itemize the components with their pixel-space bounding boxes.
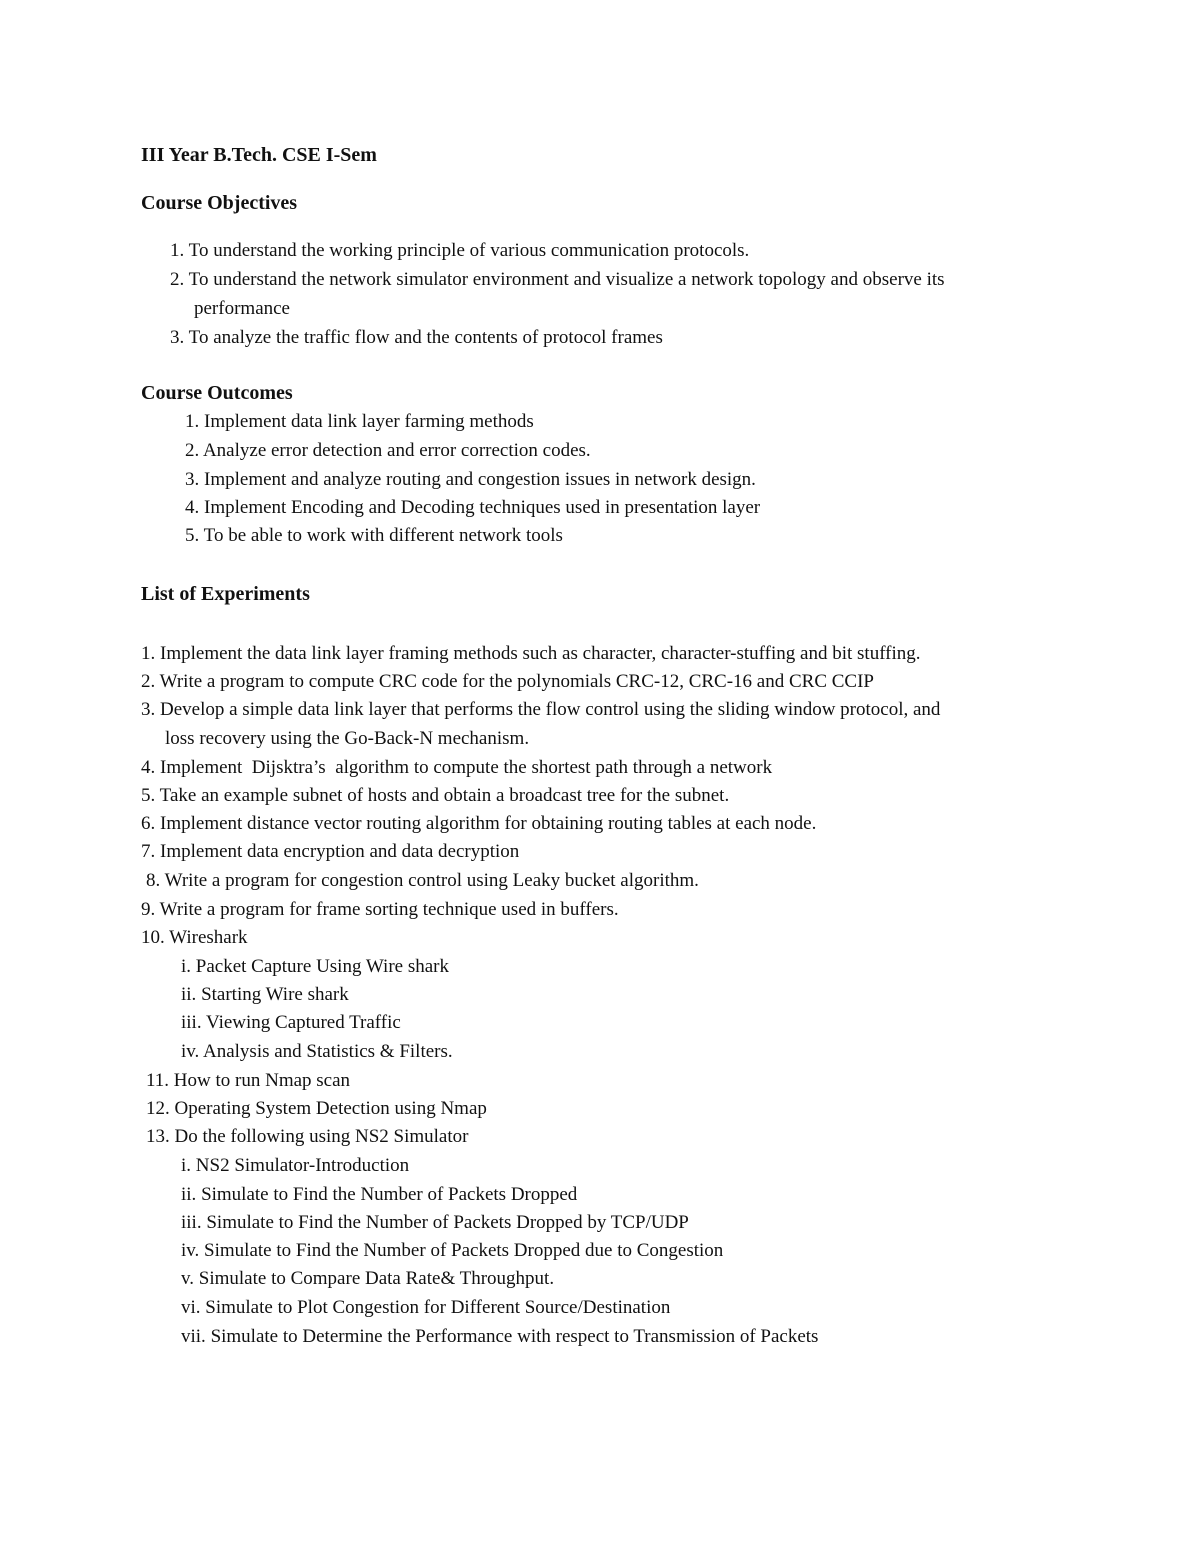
experiment-number: 6. [141,813,156,834]
objective-number: 3. [170,327,185,348]
objectives-heading: Course Objectives [141,192,298,214]
experiment-text: Develop a simple data link layer that performs the flow control using the sliding window protocol, and [160,699,941,720]
outcome-number: 3. [185,469,200,490]
outcome-text: Implement and analyze routing and congestion issues in network design. [204,469,756,490]
outcome-text: To be able to work with different network tools [203,525,563,546]
objective-item [170,239,749,263]
objective-continuation: performance [194,298,290,319]
experiment-number: 7. [141,841,156,862]
subitem-text: Simulate to Compare Data Rate& Throughput. [198,1268,555,1289]
experiment-item [141,812,816,836]
ns2-subitem [181,1296,670,1320]
wireshark-subitem [181,955,449,979]
experiment-text: Write a program to compute CRC code for the polynomials CRC-12, CRC-16 and CRC CCIP [159,671,874,692]
outcome-text: Implement data link layer farming methods [204,411,534,432]
experiment-text: Operating System Detection using Nmap [174,1098,487,1119]
experiment-item [146,1097,487,1121]
ns2-subitem [181,1211,689,1235]
subitem-number: i. [181,956,192,977]
ns2-subitem [181,1239,723,1263]
experiment-number: 13. [146,1126,170,1147]
experiment-item [146,869,699,893]
experiment-number: 9. [141,899,156,920]
outcomes-heading: Course Outcomes [141,382,293,404]
subitem-number: iii. [181,1012,202,1033]
experiment-item [141,898,619,922]
subitem-text: Analysis and Statistics & Filters. [203,1041,453,1062]
page-title: III Year B.Tech. CSE I-Sem [141,144,377,166]
subitem-number: i. [181,1155,192,1176]
experiment-text: Wireshark [169,927,248,948]
experiment-item [141,840,519,864]
experiment-number: 11. [146,1070,170,1091]
objective-number: 2. [170,269,185,290]
experiment-item [141,698,940,722]
outcome-number: 5. [185,525,200,546]
subitem-text: Simulate to Find the Number of Packets Dropped by TCP/UDP [206,1212,689,1233]
subitem-number: iv. [181,1240,200,1261]
experiment-number: 2. [141,671,156,692]
experiment-continuation: loss recovery using the Go-Back-N mechanism. [165,728,530,749]
subitem-text: Simulate to Find the Number of Packets Dropped [201,1184,578,1205]
subitem-text: Simulate to Determine the Performance with respect to Transmission of Packets [210,1326,819,1347]
subitem-number: v. [181,1268,195,1289]
experiment-number: 4. [141,757,156,778]
subitem-text: Starting Wire shark [201,984,349,1005]
subitem-text: Packet Capture Using Wire shark [195,956,449,977]
experiment-item [141,926,248,950]
experiment-number: 10. [141,927,165,948]
experiment-text: Implement Dijsktra’s algorithm to compute the shortest path through a network [160,757,773,778]
subitem-number: ii. [181,984,197,1005]
objective-number: 1. [170,240,185,261]
experiment-text: Write a program for congestion control using Leaky bucket algorithm. [164,870,699,891]
experiment-number: 5. [141,785,156,806]
objective-text: To understand the network simulator environment and visualize a network topology and observe its [188,269,945,290]
experiment-number: 8. [146,870,161,891]
objective-item [170,268,945,292]
ns2-subitem [181,1325,818,1349]
experiment-text: Do the following using NS2 Simulator [174,1126,469,1147]
experiment-item [141,670,874,694]
outcome-number: 1. [185,411,200,432]
outcome-text: Analyze error detection and error correction codes. [202,440,591,461]
experiment-item [146,1125,468,1149]
experiment-text: Implement distance vector routing algorithm for obtaining routing tables at each node. [160,813,817,834]
outcome-text: Implement Encoding and Decoding techniques used in presentation layer [204,497,761,518]
experiments-heading: List of Experiments [141,583,310,605]
objective-item [170,326,663,350]
outcome-item [185,468,756,492]
experiment-item [141,756,772,780]
ns2-subitem [181,1267,554,1291]
objective-text: To understand the working principle of various communication protocols. [188,240,750,261]
wireshark-subitem [181,1011,401,1035]
experiment-text: Write a program for frame sorting technique used in buffers. [159,899,619,920]
experiment-number: 12. [146,1098,170,1119]
outcome-number: 2. [185,440,200,461]
experiment-text: Implement data encryption and data decryption [160,841,520,862]
experiment-item [146,1069,350,1093]
experiment-item [141,784,729,808]
ns2-subitem [181,1154,409,1178]
subitem-text: NS2 Simulator-Introduction [195,1155,410,1176]
experiment-item [141,642,921,666]
wireshark-subitem [181,983,349,1007]
outcome-item [185,496,760,520]
wireshark-subitem [181,1040,453,1064]
subitem-number: iv. [181,1041,200,1062]
experiment-number: 3. [141,699,156,720]
experiment-number: 1. [141,643,156,664]
outcome-item [185,439,591,463]
experiment-text: Implement the data link layer framing methods such as character, character-stuffing and bit stuffing. [160,643,921,664]
ns2-subitem [181,1183,577,1207]
subitem-number: iii. [181,1212,202,1233]
subitem-text: Simulate to Find the Number of Packets Dropped due to Congestion [204,1240,724,1261]
subitem-number: ii. [181,1184,197,1205]
outcome-item [185,524,563,548]
experiment-text: Take an example subnet of hosts and obtain a broadcast tree for the subnet. [159,785,730,806]
outcome-item [185,410,534,434]
subitem-number: vii. [181,1326,206,1347]
outcome-number: 4. [185,497,200,518]
objective-text: To analyze the traffic flow and the contents of protocol frames [188,327,663,348]
subitem-text: Viewing Captured Traffic [206,1012,401,1033]
experiment-text: How to run Nmap scan [173,1070,351,1091]
subitem-number: vi. [181,1297,201,1318]
subitem-text: Simulate to Plot Congestion for Different Source/Destination [205,1297,671,1318]
